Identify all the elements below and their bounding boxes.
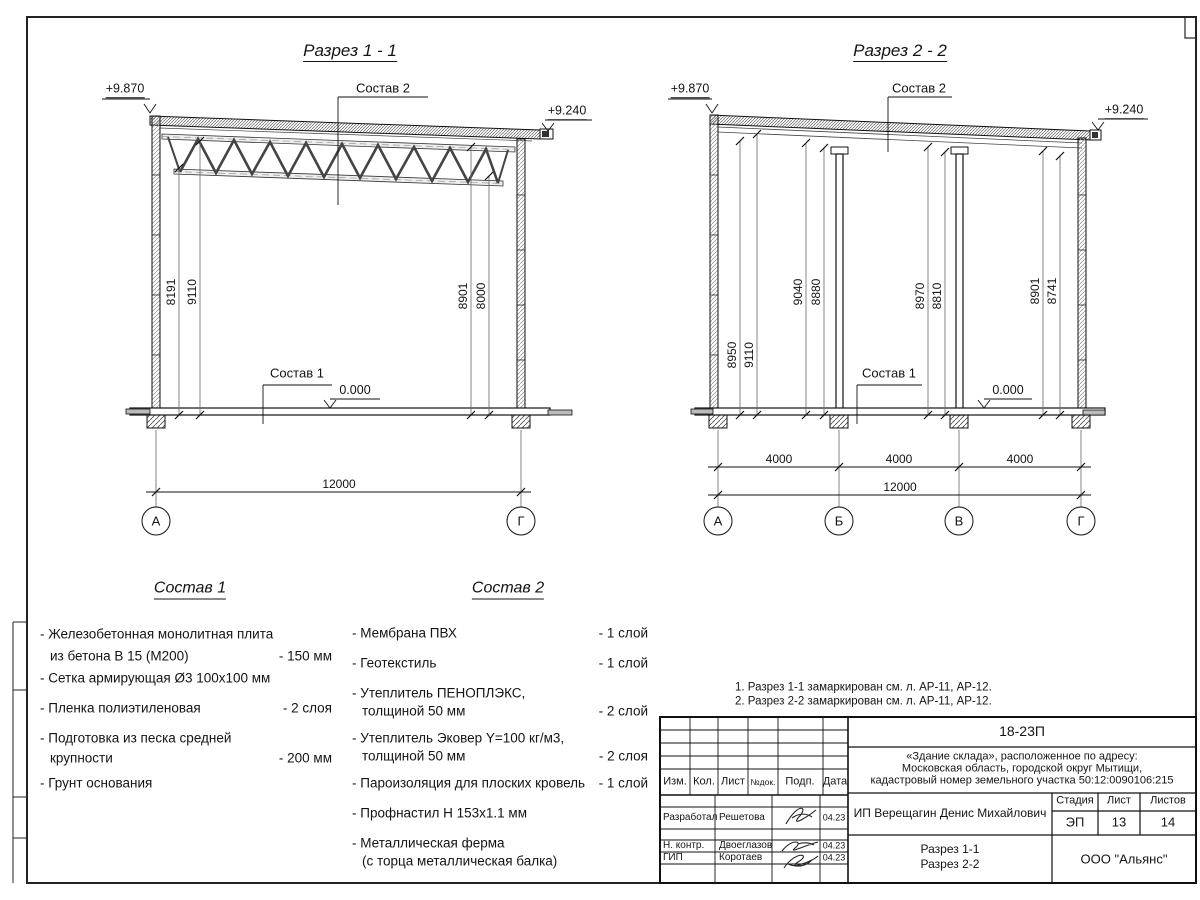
section-2-elev-left: +9.870 xyxy=(671,82,710,98)
list-item: крупности xyxy=(50,750,113,766)
list-item: - Утеплитель Эковер Y=100 кг/м3, xyxy=(352,730,565,746)
sheets-header: Листов xyxy=(1150,794,1186,807)
tb-col-header: Кол. xyxy=(693,775,715,788)
signature-strokes xyxy=(782,808,818,868)
dim-label-span: 4000 xyxy=(1006,452,1034,466)
axis-bubble-label: В xyxy=(954,513,964,529)
sostav2-title: Состав 2 xyxy=(472,581,544,600)
list-item: толщиной 50 мм xyxy=(362,748,466,764)
section-1-sostav1-label: Состав 1 xyxy=(270,365,324,381)
tb-date: 04.23 xyxy=(822,840,846,851)
dim-label-total: 12000 xyxy=(883,480,917,494)
tb-date: 04.23 xyxy=(822,812,846,823)
list-item: - Геотекстиль xyxy=(352,655,437,671)
dim-label: 8901 xyxy=(456,282,470,310)
object-address-line: Московская область, городской округ Мытищи, xyxy=(901,762,1143,775)
section-1-elev-right: +9.240 xyxy=(548,104,587,120)
list-item: - Грунт основания xyxy=(40,775,153,791)
organization-name: ООО "Альянс" xyxy=(1080,851,1168,867)
list-item: - Утеплитель ПЕНОПЛЭКС, xyxy=(352,685,526,701)
dim-label: 9110 xyxy=(185,279,199,305)
dim-label: 9110 xyxy=(742,342,756,368)
dim-label: 8000 xyxy=(474,282,488,310)
list-item-value: - 1 слой xyxy=(598,655,648,671)
dim-label: 8970 xyxy=(913,282,927,310)
axis-bubble-label: А xyxy=(151,513,161,529)
sheet-value: 13 xyxy=(1111,814,1127,830)
list-item: - Пароизоляция для плоских кровель xyxy=(352,775,586,791)
axis-bubble-label: Г xyxy=(1077,513,1085,529)
tb-role: Разработал xyxy=(663,812,718,823)
tb-col-header: Лист xyxy=(721,775,745,788)
section-1-zero-level: 0.000 xyxy=(339,382,371,397)
dim-label-total: 12000 xyxy=(322,477,356,491)
axis-bubble-label: Г xyxy=(517,513,525,529)
doc-number: 18-23П xyxy=(999,723,1045,739)
list-item: (с торца металлическая балка) xyxy=(362,853,558,869)
section-1-1-linework xyxy=(102,97,592,535)
axis-bubble-label: Б xyxy=(834,513,844,529)
dim-label-span: 4000 xyxy=(765,452,793,466)
sheet-header: Лист xyxy=(1107,794,1131,807)
note-line: 1. Разрез 1-1 замаркирован см. л. АР-11, АР-12. xyxy=(735,681,992,694)
dim-label-span: 4000 xyxy=(885,452,913,466)
list-item-value: - 200 мм xyxy=(278,750,332,766)
list-item-value: - 2 слой xyxy=(598,703,648,719)
tb-role: Н. контр. xyxy=(663,840,705,851)
section-2-zero-level: 0.000 xyxy=(992,382,1024,397)
tb-col-header: №док. xyxy=(750,776,776,787)
dim-label: 8810 xyxy=(930,282,944,310)
list-item: - Мембрана ПВХ xyxy=(352,625,457,641)
list-item: - Металлическая ферма xyxy=(352,835,505,851)
section-2-elev-right: +9.240 xyxy=(1105,103,1144,119)
list-item-value: - 1 слой xyxy=(598,775,648,791)
list-item: - Профнастил Н 153х1.1 мм xyxy=(352,805,527,821)
tb-name: Коротаев xyxy=(719,852,763,863)
dim-label: 8191 xyxy=(164,278,178,306)
section-1-elev-left: +9.870 xyxy=(106,82,145,98)
list-item: из бетона В 15 (М200) xyxy=(50,648,189,664)
dim-label: 8880 xyxy=(809,278,823,306)
section-2-title: Разрез 2 - 2 xyxy=(853,41,947,60)
tb-name: Двоеглазов xyxy=(719,840,773,851)
list-item-value: - 2 слоя xyxy=(282,700,332,716)
client-name: ИП Верещагин Денис Михайлович xyxy=(853,806,1047,820)
section-2-sostav1-label: Состав 1 xyxy=(862,365,916,381)
list-item: - Подготовка из песка средней xyxy=(40,730,232,746)
list-item-value: - 150 мм xyxy=(278,648,332,664)
section-1-title: Разрез 1 - 1 xyxy=(303,41,397,60)
tb-col-header: Подп. xyxy=(785,775,815,788)
list-item: - Сетка армирующая Ø3 100х100 мм xyxy=(40,670,271,686)
tb-name: Решетова xyxy=(719,812,765,823)
sheets-value: 14 xyxy=(1160,814,1176,830)
sostav1-title: Состав 1 xyxy=(154,581,226,600)
sheet-title-line: Разрез 1-1 xyxy=(920,842,980,856)
tb-role: ГИП xyxy=(663,852,683,863)
tb-date: 04.23 xyxy=(822,852,846,863)
section-2-sostav2-label: Состав 2 xyxy=(892,80,946,96)
note-line: 2. Разрез 2-2 замаркирован см. л. АР-11, АР-12. xyxy=(735,695,992,708)
dim-label: 8901 xyxy=(1028,277,1042,305)
section-1-sostav2-label: Состав 2 xyxy=(356,80,410,96)
tb-col-header: Дата xyxy=(822,775,848,788)
object-address-line: кадастровый номер земельного участка 50:12:0090106:215 xyxy=(870,774,1174,787)
list-item-value: - 2 слоя xyxy=(598,748,648,764)
section-2-2-linework xyxy=(668,97,1148,535)
dim-label: 8950 xyxy=(725,341,739,369)
list-item-value: - 1 слой xyxy=(598,625,648,641)
list-item: - Пленка полиэтиленовая xyxy=(40,700,201,716)
list-item: толщиной 50 мм xyxy=(362,703,466,719)
object-address-line: «Здание склада», расположенное по адресу: xyxy=(906,750,1138,763)
tb-col-header: Изм. xyxy=(663,775,687,788)
list-item: - Железобетонная монолитная плита xyxy=(40,626,274,642)
stage-value: ЭП xyxy=(1065,814,1085,830)
sheet-title-line: Разрез 2-2 xyxy=(920,857,980,871)
stage-header: Стадия xyxy=(1056,794,1094,807)
dim-label: 8741 xyxy=(1045,277,1059,305)
dim-label: 9040 xyxy=(791,278,805,306)
axis-bubble-label: А xyxy=(713,513,723,529)
